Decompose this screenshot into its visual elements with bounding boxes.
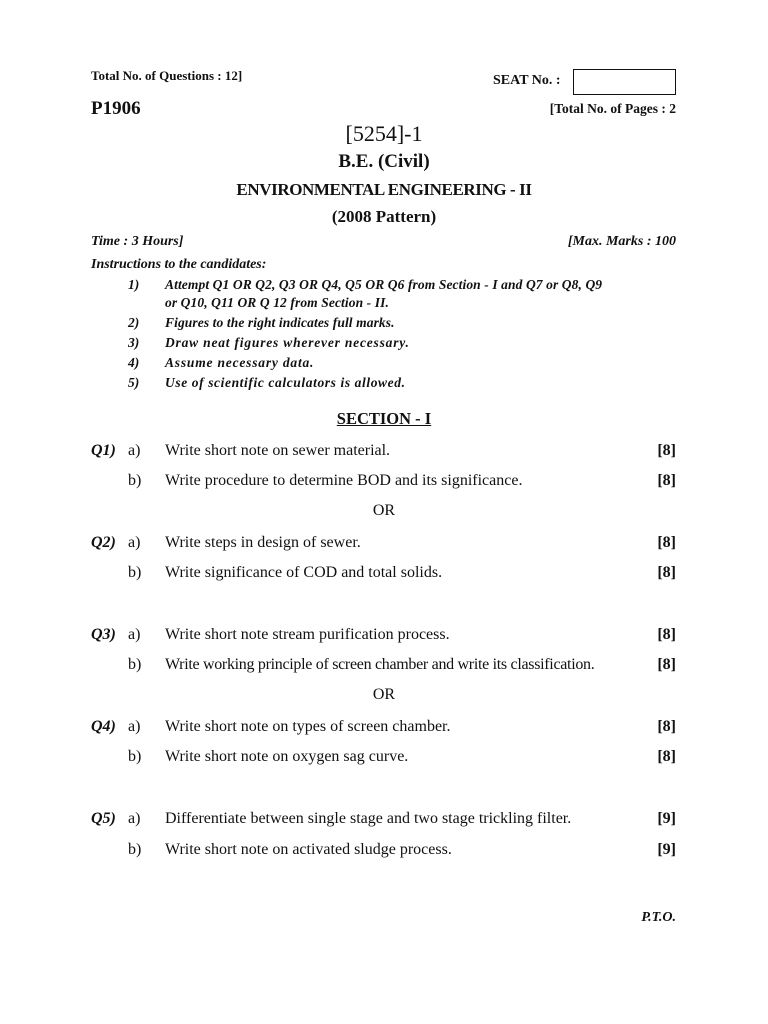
part-label: b) [128,748,142,765]
marks: [8] [657,442,676,459]
marks: [9] [657,841,676,858]
marks: [8] [657,718,676,735]
part-label: a) [128,534,141,551]
question-text: Write short note on types of screen chamber. [165,718,451,735]
instruction-text: Draw neat figures wherever necessary. [165,335,410,350]
marks: [9] [657,810,676,827]
question-text: Write steps in design of sewer. [165,534,361,551]
question-text: Write significance of COD and total solids. [165,564,443,581]
marks: [8] [657,472,676,489]
question-number: Q2) [91,534,116,551]
or-separator: OR [372,686,396,703]
degree: B.E. (Civil) [338,151,430,172]
part-label: a) [128,442,141,459]
part-label: a) [128,718,141,735]
instruction-number: 3) [128,335,140,350]
question-number: Q5) [91,810,116,827]
marks: [8] [657,564,676,581]
part-label: b) [128,656,142,673]
section-title: SECTION - I [336,409,432,428]
instruction-number: 2) [128,315,140,330]
instruction-number: 4) [128,355,140,370]
question-text: Write short note stream purification process. [165,626,450,643]
total-questions: Total No. of Questions : 12] [91,68,243,83]
part-label: a) [128,626,141,643]
time-allowed: Time : 3 Hours] [91,234,184,249]
instruction-text: or Q10, Q11 OR Q 12 from Section - II. [165,295,389,310]
question-number: Q3) [91,626,116,643]
max-marks: [Max. Marks : 100 [567,234,676,249]
subject-title: ENVIRONMENTAL ENGINEERING - II [236,180,532,199]
question-text: Write short note on activated sludge process. [165,841,452,858]
question-text: Write short note on sewer material. [165,442,391,459]
paper-code: P1906 [91,98,141,119]
marks: [8] [657,748,676,765]
pto-label: P.T.O. [641,910,676,925]
total-pages: [Total No. of Pages : 2 [549,101,676,116]
part-label: b) [128,472,142,489]
question-text: Write procedure to determine BOD and its significance. [165,472,523,489]
question-text: Differentiate between single stage and two stage trickling filter. [165,810,572,827]
marks: [8] [657,534,676,551]
part-label: a) [128,810,141,827]
question-text: Write short note on oxygen sag curve. [165,748,409,765]
exam-code: [5254]-1 [345,121,423,146]
part-label: b) [128,841,142,858]
question-text: Write working principle of screen chamber and write its classification. [165,656,595,673]
section-heading [0,409,768,429]
question-number: Q4) [91,718,116,735]
instruction-text: Assume necessary data. [165,355,315,370]
pattern: (2008 Pattern) [331,207,437,226]
instruction-text: Attempt Q1 OR Q2, Q3 OR Q4, Q5 OR Q6 from Section - I and Q7 or Q8, Q9 [165,277,603,292]
marks: [8] [657,626,676,643]
instructions-title: Instructions to the candidates: [91,257,267,272]
part-label: b) [128,564,142,581]
seat-no-label: SEAT No. : [493,73,561,88]
instruction-text: Figures to the right indicates full marks. [165,315,395,330]
instruction-number: 5) [128,375,140,390]
or-separator: OR [372,502,396,519]
seat-no-box[interactable] [573,69,676,95]
question-number: Q1) [91,442,116,459]
instruction-text: Use of scientific calculators is allowed. [165,375,406,390]
instruction-number: 1) [128,277,140,292]
marks: [8] [657,656,676,673]
